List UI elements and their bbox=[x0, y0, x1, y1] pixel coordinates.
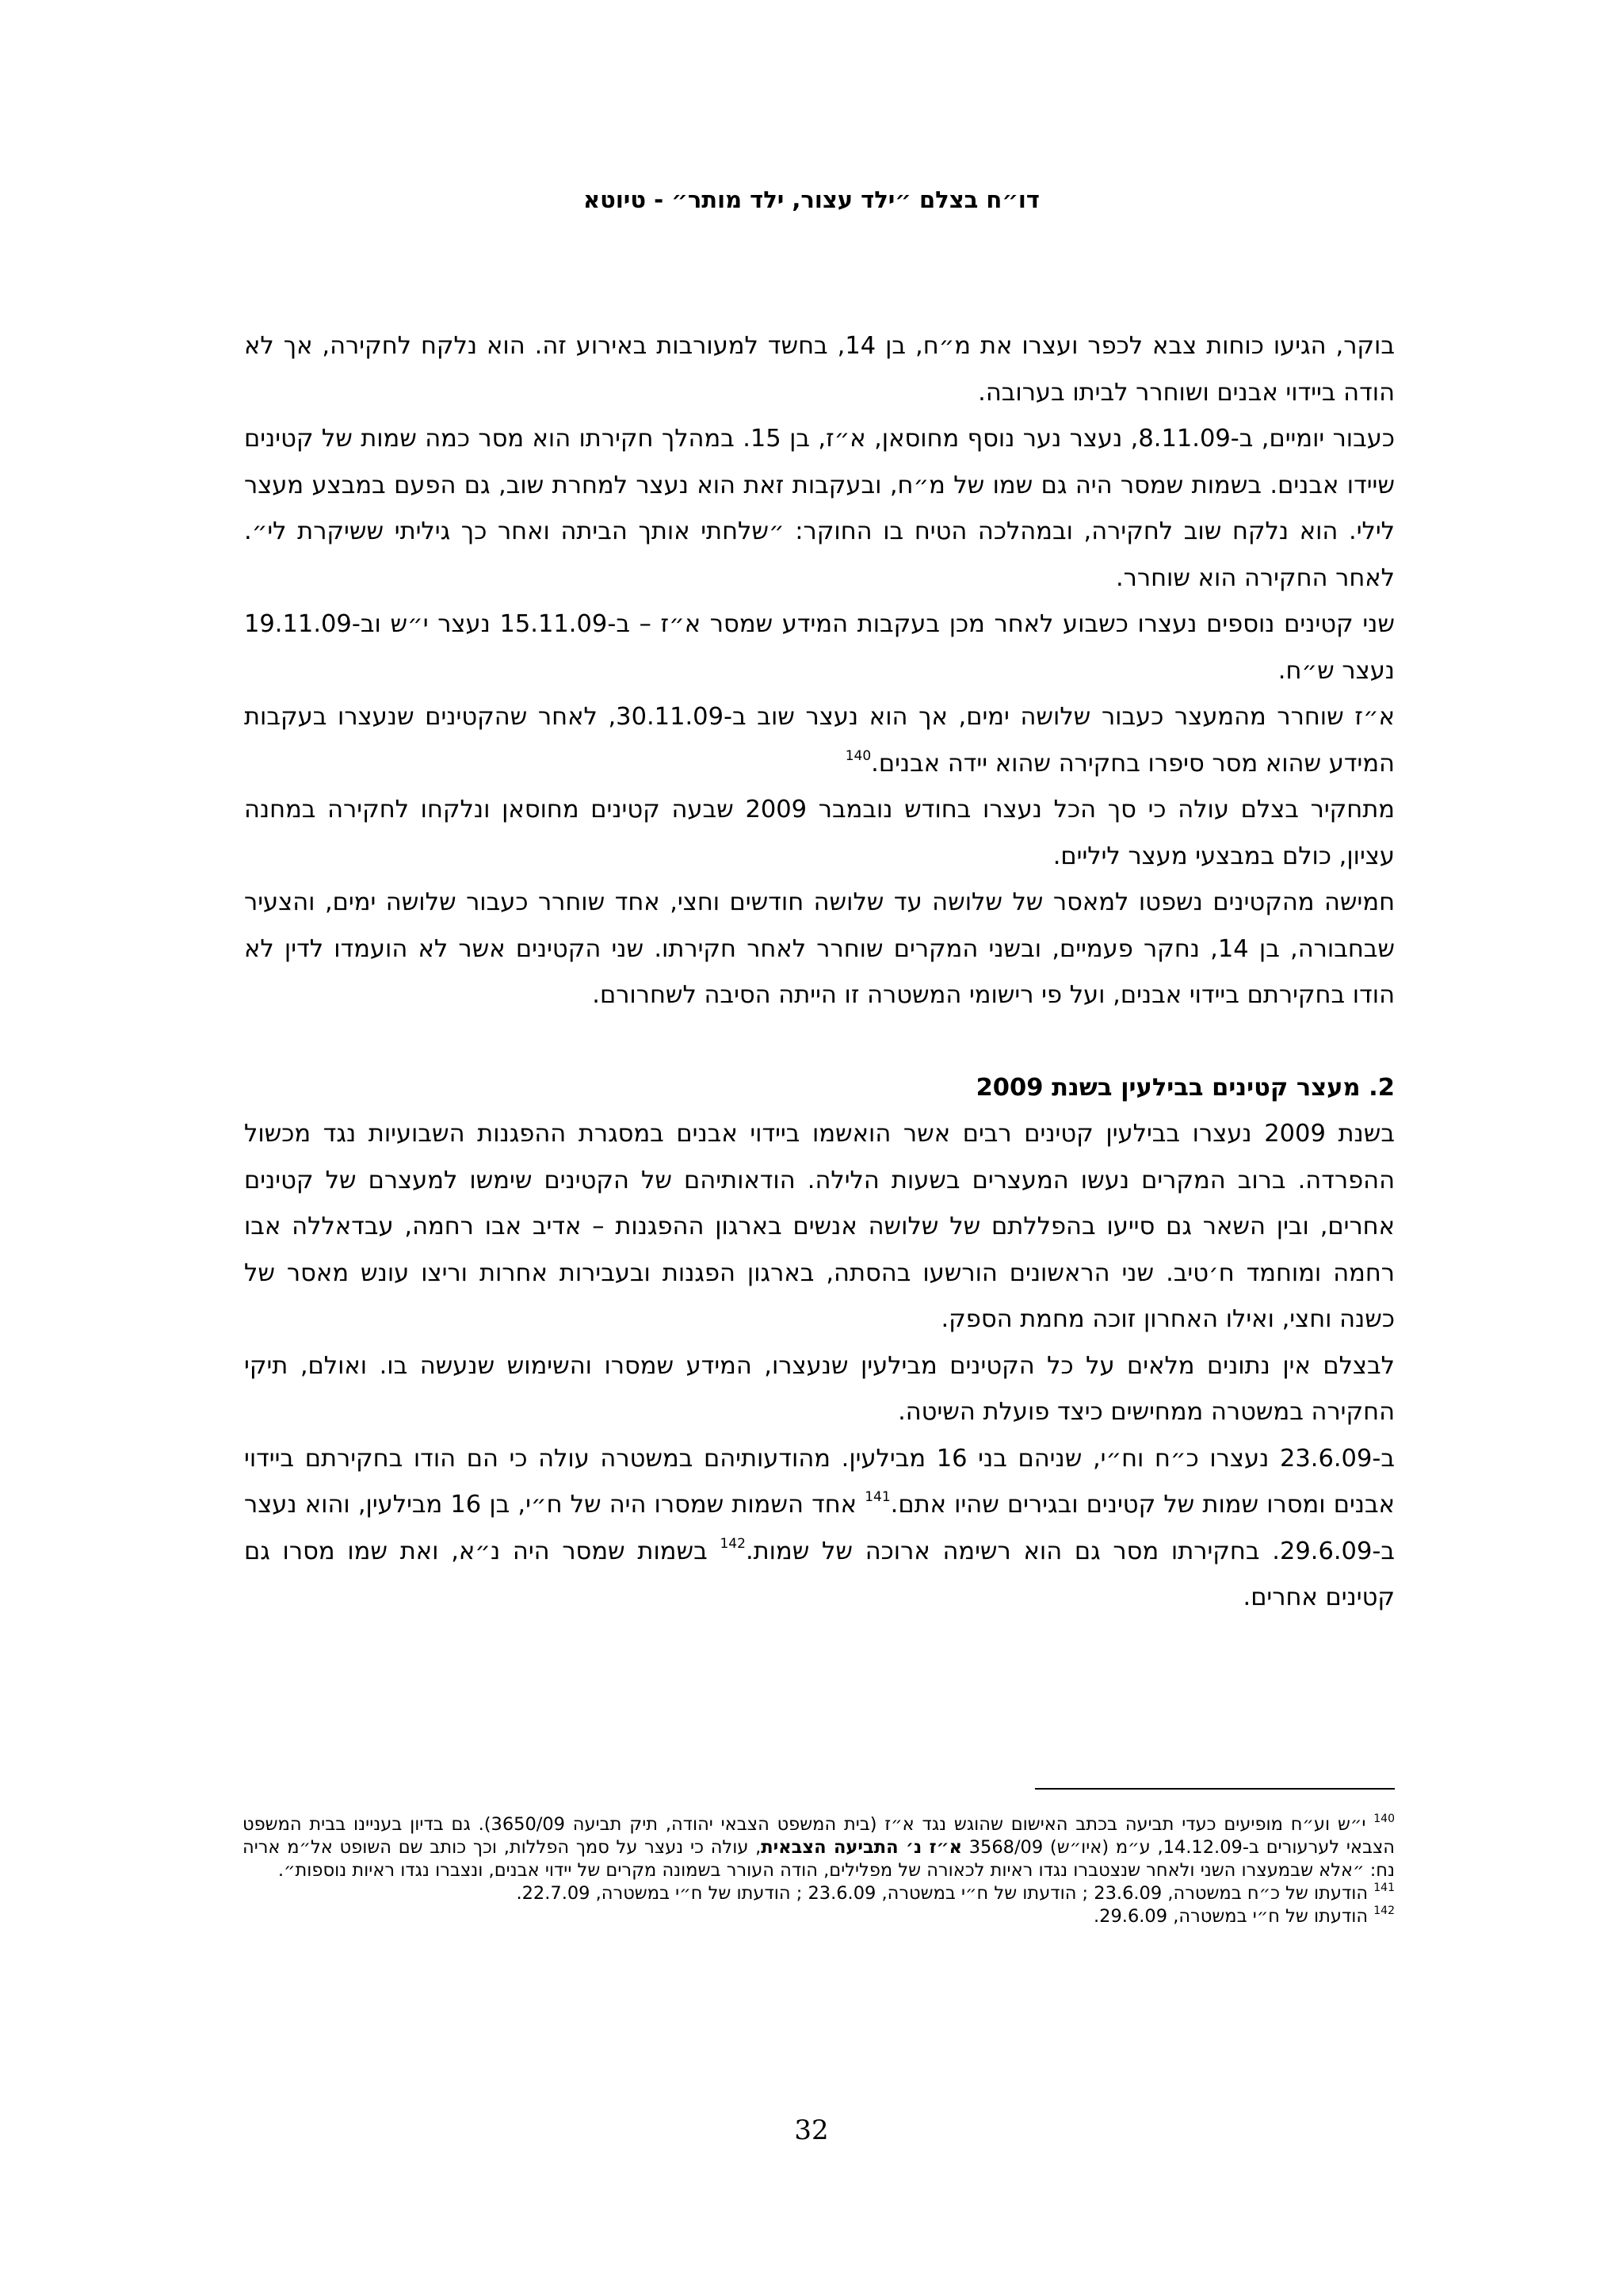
footnote-text: הודעתו של כ״ח במשטרה, 23.6.09 ; הודעתו של ח״י במשטרה, 23.6.09 ; הודעתו של ח״י במשטרה, 22.7.09. bbox=[516, 1883, 1374, 1904]
paragraph: כעבור יומיים, ב-8.11.09, נעצר נער נוסף מחוסאן, א״ז, בן 15. במהלך חקירתו הוא מסר כמה שמות של קטינים שיידו אבנים. בשמות שמסר היה גם שמו של מ״ח, ובעקבות זאת הוא נעצר למחרת שוב, גם הפעם במבצע מעצר לילי. הוא נלקח שוב לחקירה, ובמהלכה הטיח בו החוקר: ״שלחתי אותך הביתה ואחר כך גיליתי ששיקרת לי״. לאחר החקירה הוא שוחרר. bbox=[244, 425, 1395, 592]
paragraph-text: בשמות שמסר היה נ״א, ואת שמו מסרו גם קטינים אחרים. bbox=[244, 1537, 1395, 1611]
footnote-142 bbox=[242, 1905, 1395, 1928]
paragraph: חמישה מהקטינים נשפטו למאסר של שלושה עד שלושה חודשים וחצי, אחד שוחרר כעבור שלושה ימים, והצעיר שבחבורה, בן 14, נחקר פעמיים, ובשני המקרים שוחרר לאחר חקירתו. שני הקטינים אשר לא הועמדו לדין לא הודו בחקירתם ביידוי אבנים, ועל פי רישומי המשטרה זו הייתה הסיבה לשחרורם. bbox=[244, 888, 1395, 1009]
page-header-title: דו״ח בצלם ״ילד עצור, ילד מותר״ - טיוטא bbox=[583, 186, 1040, 213]
footnote-number: 140 bbox=[1373, 1813, 1395, 1825]
footnote-141 bbox=[242, 1882, 1395, 1905]
footnote-case-name: א״ז נ׳ התביעה הצבאית bbox=[761, 1837, 962, 1858]
footnote-separator bbox=[1035, 1788, 1395, 1790]
paragraph bbox=[244, 694, 1395, 787]
footnote-ref-141[interactable]: 141 bbox=[865, 1489, 891, 1505]
paragraph-text: אחד השמות שמסרו היה של ח״י, בן 16 מבילעין, והוא נעצר ב-29.6.09. בחקירתו מסר גם הוא רשימה ארוכה של שמות. bbox=[244, 1491, 1395, 1565]
footnote-number: 142 bbox=[1373, 1904, 1395, 1917]
footnotes bbox=[242, 1813, 1395, 1928]
paragraph-text: ב-23.6.09 נעצרו כ״ח וח״י, שניהם בני 16 מבילעין. מהודעותיהם במשטרה עולה כי הם הודו בחקירתם ביידוי אבנים ומסרו שמות של קטינים ובגירים שהיו אתם. bbox=[244, 1444, 1396, 1519]
paragraph: בוקר, הגיעו כוחות צבא לכפר ועצרו את מ״ח, בן 14, בחשד למעורבות באירוע זה. הוא נלקח לחקירה, אך לא הודה ביידוי אבנים ושוחרר לביתו בערובה. bbox=[244, 332, 1395, 407]
footnote-140 bbox=[242, 1813, 1395, 1882]
footnote-number: 141 bbox=[1373, 1881, 1395, 1894]
main-body bbox=[244, 323, 1395, 1622]
paragraph: שני קטינים נוספים נעצרו כשבוע לאחר מכן בעקבות המידע שמסר א״ז – ב-15.11.09 נעצר י״ש וב-19.11.09 נעצר ש״ח. bbox=[244, 610, 1395, 685]
footnote-ref-142[interactable]: 142 bbox=[720, 1535, 746, 1552]
page-number: 32 bbox=[794, 2115, 829, 2146]
section-heading: 2. מעצר קטינים בבילעין בשנת 2009 bbox=[976, 1073, 1395, 1102]
paragraph-text: א״ז שוחרר מהמעצר כעבור שלושה ימים, אך הוא נעצר שוב ב-30.11.09, לאחר שהקטינים שנעצרו בעקבות המידע שהוא מסר סיפרו בחקירה שהוא יידה אבנים. bbox=[244, 703, 1395, 777]
paragraph: מתחקיר בצלם עולה כי סך הכל נעצרו בחודש נובמבר 2009 שבעה קטינים מחוסאן ונלקחו לחקירה במחנה עציון, כולם במבצעי מעצר ליליים. bbox=[244, 796, 1395, 870]
footnote-text: י״ש וע״ח מופיעים כעדי תביעה בכתב האישום שהוגש נגד א״ז (בית המשפט הצבאי יהודה, תיק תביעה 3650/09). גם בדיון בעניינו בבית המשפט הצבאי לערעורים ב-14.12.09, ע״מ (איו״ש) 3568/09 bbox=[242, 1814, 1396, 1858]
paragraph: לבצלם אין נתונים מלאים על כל הקטינים מבילעין שנעצרו, המידע שמסרו והשימוש שנעשה בו. ואולם, תיקי החקירה במשטרה ממחישים כיצד פועלת השיטה. bbox=[244, 1351, 1395, 1426]
footnote-text: , עולה כי נעצר על סמך הפללות, וכך כותב שם השופט אל״מ אריה נח: ״אלא שבמעצרו השני ולאחר שנצטברו נגדו ראיות לכאורה של מפלילים, הודה העורר בשמונה מקרים של יידוי אבנים, ונצברו נגדו ראיות נוספות״. bbox=[242, 1837, 1395, 1881]
paragraph: בשנת 2009 נעצרו בבילעין קטינים רבים אשר הואשמו ביידוי אבנים במסגרת ההפגנות השבועיות נגד מכשול ההפרדה. ברוב המקרים נעשו המעצרים בשעות הלילה. הודאותיהם של הקטינים שימשו למעצרם של קטינים אחרים, ובין השאר גם סייעו בהפללתם של שלושה אנשים בארגון ההפגנות – אדיב אבו רחמה, עבדאללה אבו רחמה ומוחמד ח׳טיב. שני הראשונים הורשעו בהסתה, בארגון הפגנות ובעבירות אחרות וריצו עונש מאסר של כשנה וחצי, ואילו האחרון זוכה מחמת הספק. bbox=[244, 1120, 1395, 1333]
paragraph bbox=[244, 1436, 1395, 1622]
footnote-text: הודעתו של ח״י במשטרה, 29.6.09. bbox=[1094, 1906, 1374, 1927]
footnote-ref-140[interactable]: 140 bbox=[845, 747, 872, 764]
